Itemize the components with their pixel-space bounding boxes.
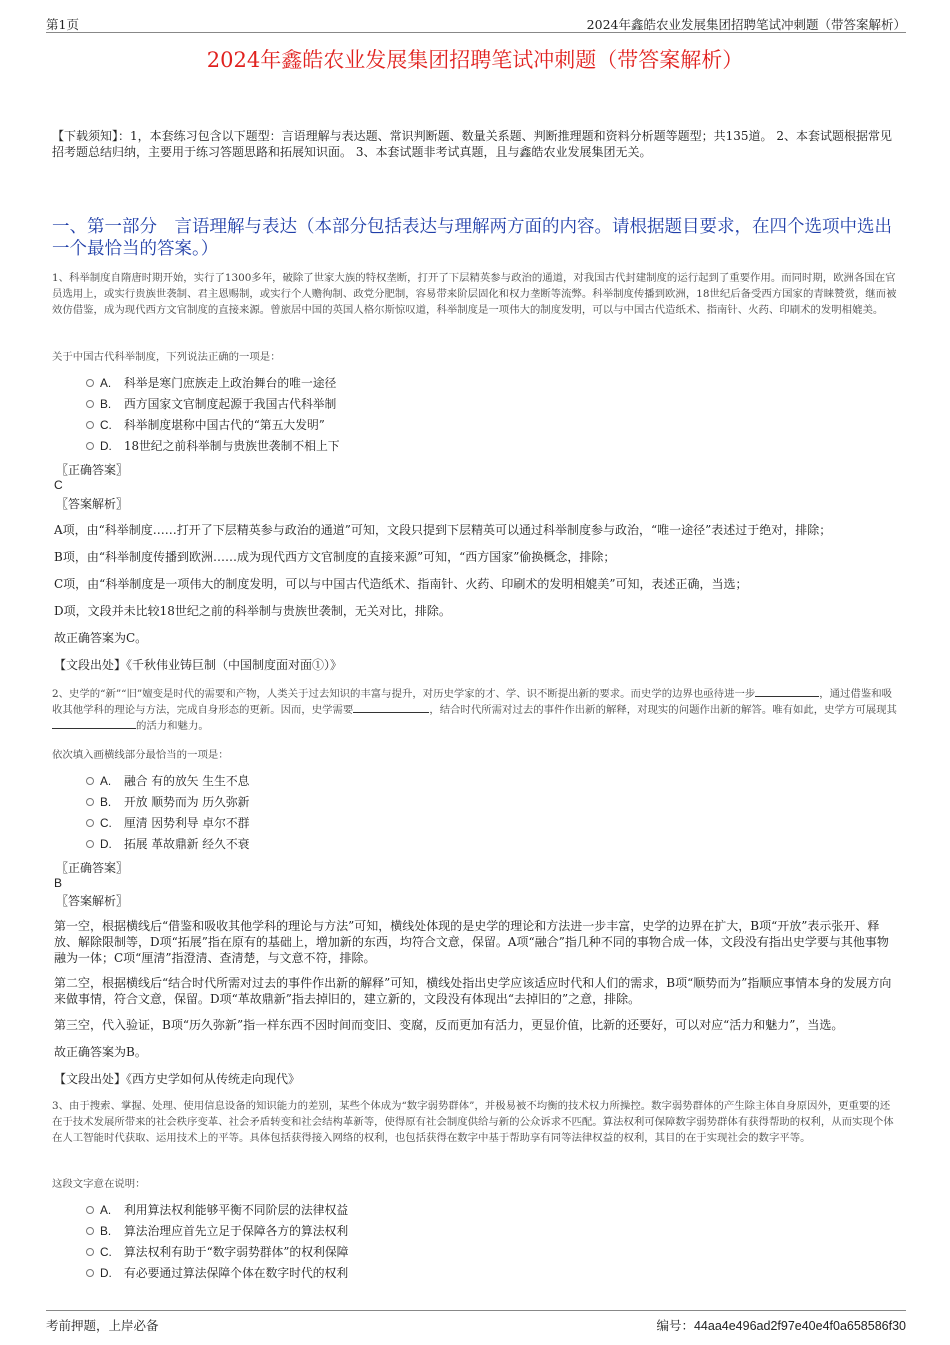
question-3-ask: 这段文字意在说明： xyxy=(52,1178,146,1190)
section-heading: 一、第一部分 言语理解与表达（本部分包括表达与理解两方面的内容。请根据题目要求，在四个选项中选出一个最恰当的答案。） xyxy=(52,217,892,259)
analysis-label: 〖答案解析〗 xyxy=(56,894,129,908)
radio-icon[interactable] xyxy=(86,840,94,848)
question-2-text: 2、史学的“新”“旧”嬗变是时代的需要和产物，人类关于过去知识的丰富与提升，对历史学家的才、学、识不断提出新的要求。而史学的边界也亟待进一步 ，通过借鉴和吸收其他学科的理论与方法，完成自身形态的更新。因而，史学需要 ，结合时代所需对过去的事件作出新的解释，对现实的问题作出新的解答。唯有如此，史学方可展现其的活力和魅力。 xyxy=(52,688,897,732)
question-1-text: 1、科举制度自隋唐时期开始，实行了1300多年，破除了世家大族的特权垄断，打开了下层精英参与政治的通道，对我国古代封建制度的运行起到了重要作用。而同时期，欧洲各国在官员选用上，或实行贵族世袭制、君主恩赐制，或实行个人赡徇制、政党分肥制，容易带来阶层固化和权力垄断等流弊。科举制度传播到欧洲，18世纪后备受西方国家的青睐赞赏，继而被效仿借鉴，成为现代西方文官制度的直接来源。曾旅居中国的英国人格尔斯惊叹道，科举制度是一项伟大的制度发明，可以与中国古代造纸术、指南针、火药、印刷术的发明相媲美。 xyxy=(52,272,897,316)
option-a[interactable]: A. 融合 有的放矢 生生不息 xyxy=(86,771,249,792)
option-d[interactable]: D. 有必要通过算法保障个体在数字时代的权利 xyxy=(86,1263,348,1284)
radio-icon[interactable] xyxy=(86,798,94,806)
option-b[interactable]: B. 西方国家文官制度起源于我国古代科举制 xyxy=(86,394,340,415)
analysis-paragraph: B项，由“科举制度传播到欧洲……成为现代西方文官制度的直接来源”可知，“西方国家”偷换概念，排除； xyxy=(54,550,616,564)
option-b[interactable]: B. 开放 顺势而为 历久弥新 xyxy=(86,792,249,813)
option-c[interactable]: C. 算法权利有助于“数字弱势群体”的权利保障 xyxy=(86,1242,348,1263)
source-citation: 【文段出处】《西方史学如何从传统走向现代》 xyxy=(54,1072,301,1086)
analysis-paragraph: 第二空，根据横线后“结合时代所需对过去的事件作出新的解释”可知，横线处指出史学应该适应时代和人们的需求，B项“顺势而为”指顺应事情本身的发展方向来做事情，符合文意，保留。D项“革故鼎新”指去掉旧的，建立新的，文段没有体现出“去掉旧的”之意，排除。 xyxy=(54,976,892,1006)
correct-answer-label: 〖正确答案〗 xyxy=(56,861,129,875)
page-header xyxy=(46,14,906,33)
option-a[interactable]: A. 利用算法权利能够平衡不同阶层的法律权益 xyxy=(86,1200,348,1221)
radio-icon[interactable] xyxy=(86,1269,94,1277)
footer-slogan: 考前押题，上岸必备 xyxy=(46,1318,159,1333)
analysis-paragraph: C项，由“科举制度是一项伟大的制度发明，可以与中国古代造纸术、指南针、火药、印刷术的发明相媲美”可知，表述正确，当选； xyxy=(54,577,748,591)
question-3-text: 3、由于搜索、掌握、处理、使用信息设备的知识能力的差别，某些个体成为“数字弱势群体”，并极易被不均衡的技术权力所操控。数字弱势群体的产生除主体自身原因外，更重要的还在于技术发展所带来的社会秩序变革、社会矛盾转变和社会结构革新等，使得原有社会制度供给与新的公众诉求不匹配。算法权利可保障数字弱势群体有获得帮助的权利，从而实现个体在人工智能时代获取、运用技术上的平等。具体包括获得接入网络的权利，也包括获得在数字中基于帮助享有同等法律权益的权利，其目的在于实现社会的数字平等。 xyxy=(52,1100,894,1144)
radio-icon[interactable] xyxy=(86,421,94,429)
analysis-paragraph: 故正确答案为C。 xyxy=(54,631,148,645)
correct-answer-value: C xyxy=(54,478,63,492)
radio-icon[interactable] xyxy=(86,819,94,827)
radio-icon[interactable] xyxy=(86,442,94,450)
question-1-options xyxy=(86,373,340,457)
analysis-label: 〖答案解析〗 xyxy=(56,497,129,511)
fill-blank[interactable] xyxy=(755,686,819,697)
question-2-options xyxy=(86,771,249,855)
correct-answer-label: 〖正确答案〗 xyxy=(56,463,129,477)
question-2-ask: 依次填入画横线部分最恰当的一项是： xyxy=(52,749,229,761)
option-d[interactable]: D. 18世纪之前科举制与贵族世袭制不相上下 xyxy=(86,436,340,457)
download-notice: 【下载须知】：1，本套练习包含以下题型：言语理解与表达题、常识判断题、数量关系题、判断推理题和资料分析题等题型；共135道。 2、本套试题根据常见招考题总结归纳，主要用于练习答题思路和拓展知识面。 3、本套试题非考试真题，且与鑫皓农业发展集团无关。 xyxy=(52,129,892,159)
fill-blank[interactable] xyxy=(353,702,429,713)
analysis-paragraph: A项，由“科举制度……打开了下层精英参与政治的通道”可知，文段只提到下层精英可以通过科举制度参与政治，“唯一途径”表述过于绝对，排除； xyxy=(54,523,832,537)
page-title: 2024年鑫皓农业发展集团招聘笔试冲刺题（带答案解析） xyxy=(206,48,744,72)
analysis-paragraph: 故正确答案为B。 xyxy=(54,1045,147,1059)
page-number: 第1页 xyxy=(46,17,79,32)
radio-icon[interactable] xyxy=(86,1248,94,1256)
question-1-ask: 关于中国古代科举制度，下列说法正确的一项是： xyxy=(52,351,281,363)
document-code: 编号：44aa4e496ad2f97e40e4f0a658586f30 xyxy=(656,1318,906,1333)
page-footer xyxy=(46,1310,906,1337)
header-doc-title: 2024年鑫皓农业发展集团招聘笔试冲刺题（带答案解析） xyxy=(586,17,906,32)
fill-blank[interactable] xyxy=(52,718,136,729)
radio-icon[interactable] xyxy=(86,379,94,387)
question-3-options xyxy=(86,1200,348,1284)
option-a[interactable]: A. 科举是寒门庶族走上政治舞台的唯一途径 xyxy=(86,373,340,394)
analysis-paragraph: D项，文段并未比较18世纪之前的科举制与贵族世袭制，无关对比，排除。 xyxy=(54,604,451,618)
source-citation: 【文段出处】《千秋伟业铸巨制（中国制度面对面①）》 xyxy=(54,658,343,672)
option-d[interactable]: D. 拓展 革故鼎新 经久不衰 xyxy=(86,834,249,855)
option-b[interactable]: B. 算法治理应首先立足于保障各方的算法权利 xyxy=(86,1221,348,1242)
radio-icon[interactable] xyxy=(86,1227,94,1235)
analysis-paragraph: 第一空，根据横线后“借鉴和吸收其他学科的理论与方法”可知，横线处体现的是史学的理论和方法进一步丰富，史学的边界在扩大，B项“开放”表示张开、释放、解除限制等，D项“拓展”指在原有的基础上，增加新的东西，均符合文意，保留。A项“融合”指几种不同的事物合成一体，文段没有指出史学要与其他事物融为一体；C项“厘清”指澄清、查清楚，与文意不符，排除。 xyxy=(54,919,889,965)
option-c[interactable]: C. 厘清 因势利导 卓尔不群 xyxy=(86,813,249,834)
correct-answer-value: B xyxy=(54,876,63,890)
radio-icon[interactable] xyxy=(86,1206,94,1214)
option-c[interactable]: C. 科举制度堪称中国古代的“第五大发明” xyxy=(86,415,340,436)
radio-icon[interactable] xyxy=(86,777,94,785)
analysis-paragraph: 第三空，代入验证，B项“历久弥新”指一样东西不因时间而变旧、变腐，反而更加有活力，更显价值，比新的还要好，可以对应“活力和魅力”，当选。 xyxy=(54,1018,844,1032)
radio-icon[interactable] xyxy=(86,400,94,408)
